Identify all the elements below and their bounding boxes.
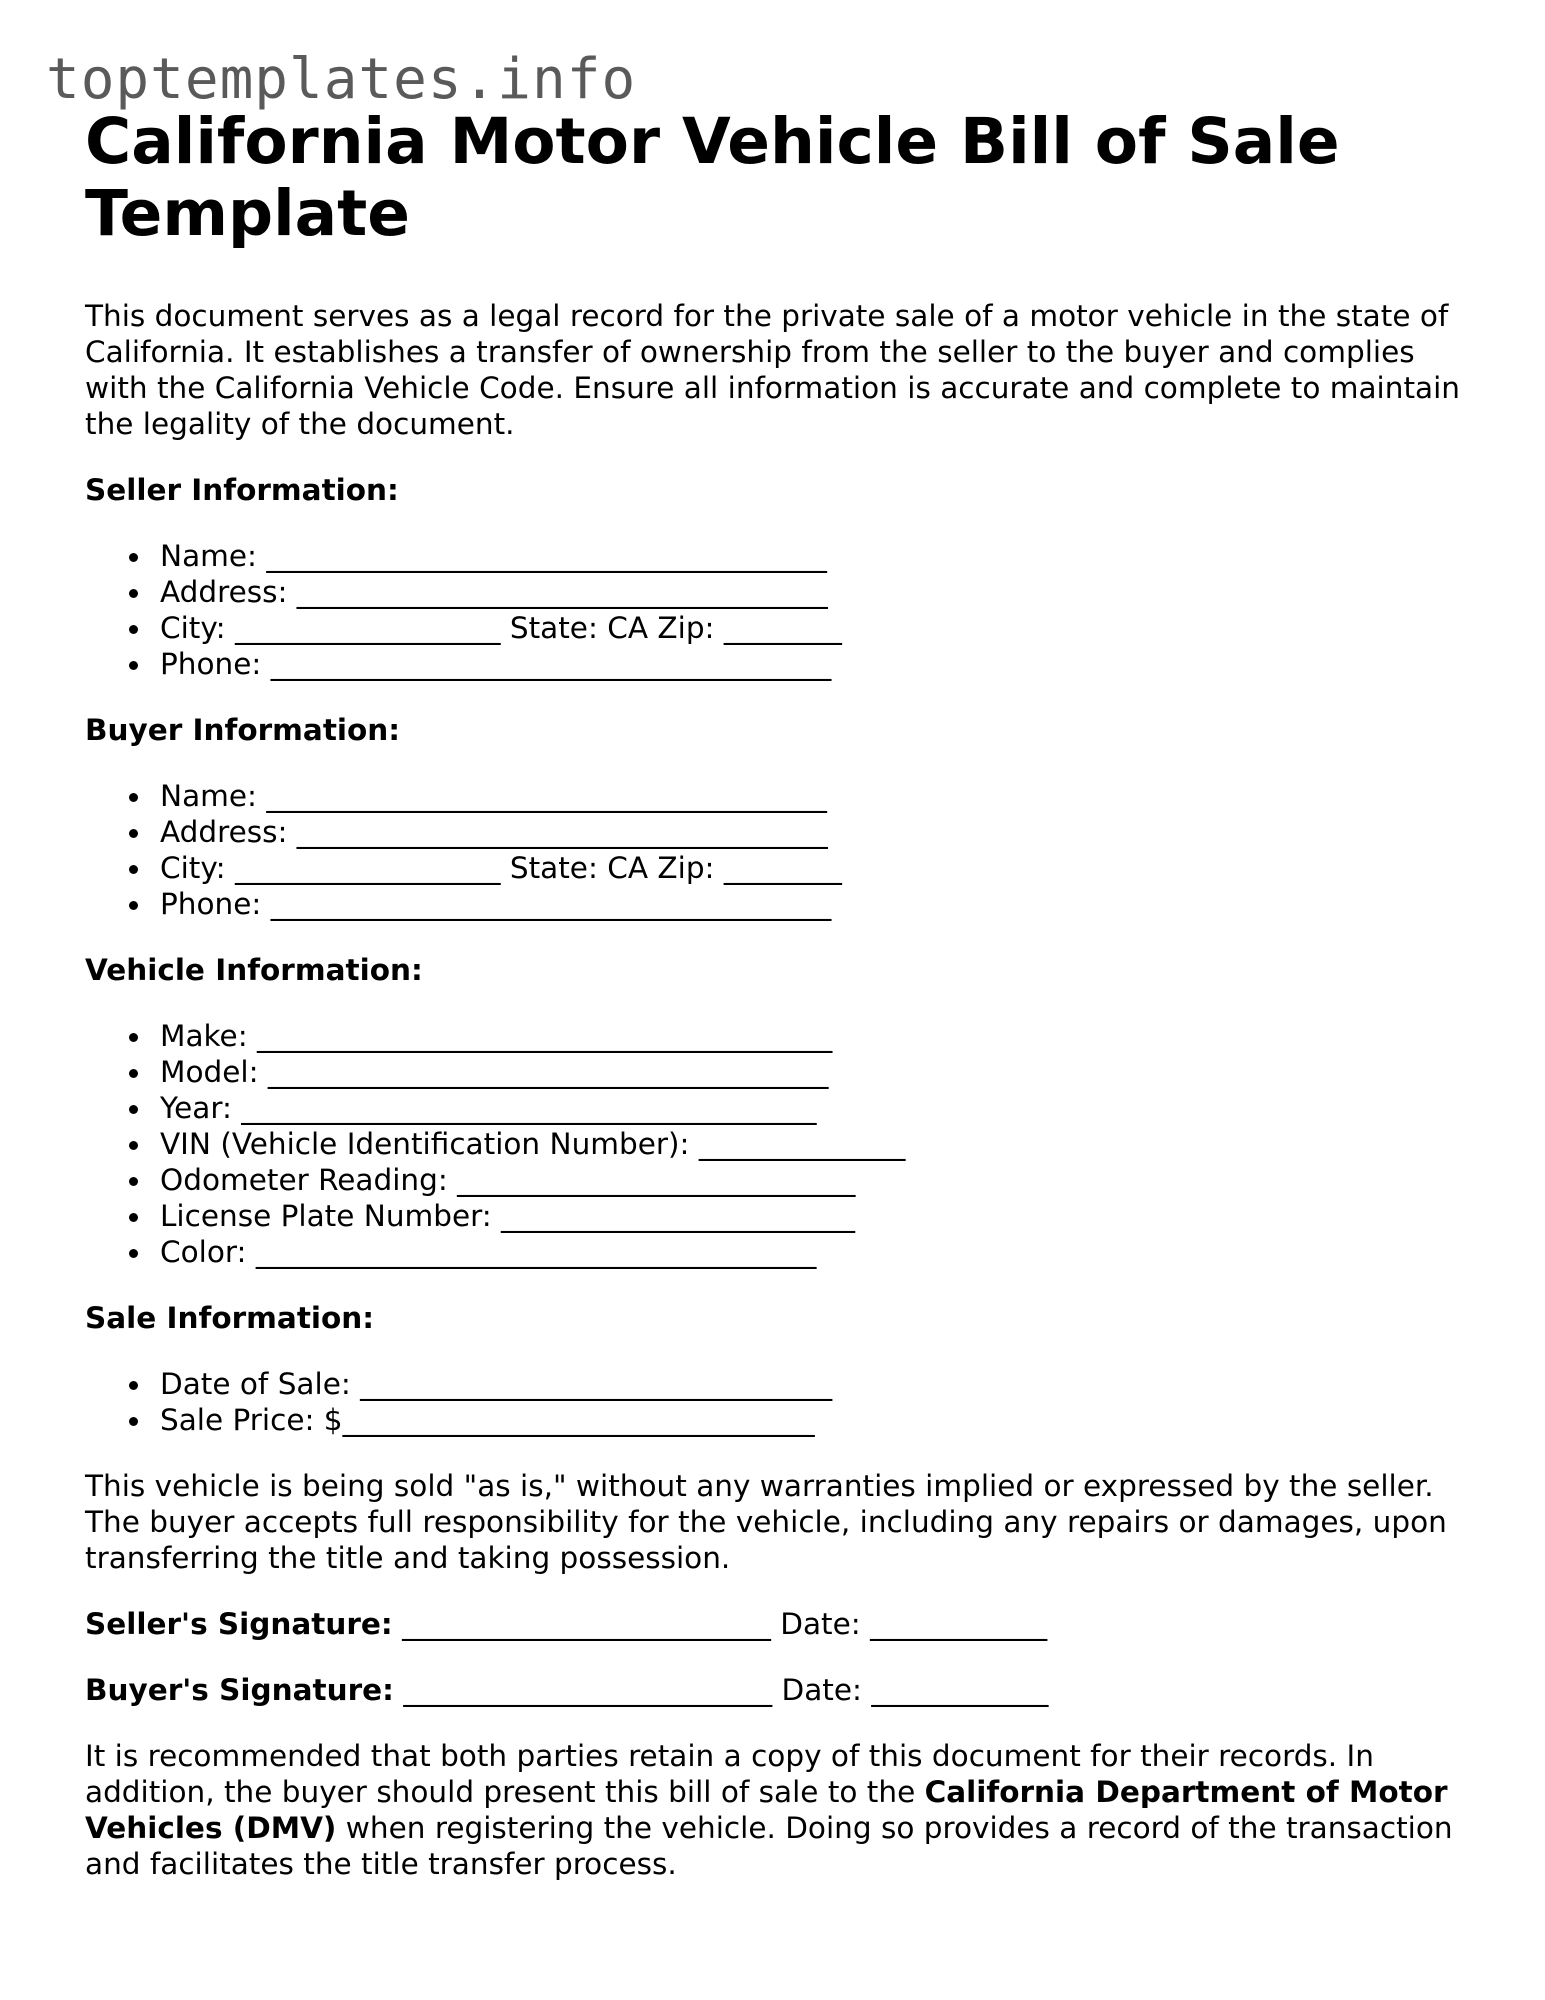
seller-field-list <box>85 538 1485 682</box>
page-title: California Motor Vehicle Bill of Sale Template <box>85 105 1340 250</box>
buyer-section-heading: Buyer Information: <box>85 713 401 747</box>
vehicle-odometer-field: Odometer Reading: ___________________________ <box>160 1162 1485 1198</box>
closing-paragraph <box>85 1738 1485 1882</box>
seller-signature-blanks: _________________________ Date: ____________ <box>392 1607 1048 1641</box>
sale-date-field: Date of Sale: ________________________________ <box>160 1366 1485 1402</box>
dmv-name: California Department of Motor Vehicles (DMV) <box>85 1775 1448 1845</box>
document-body <box>85 106 1485 1882</box>
seller-signature-line <box>85 1606 1485 1642</box>
buyer-field-list <box>85 778 1485 922</box>
vehicle-field-list <box>85 1018 1485 1270</box>
closing-text-part1: It is recommended that both parties retain a copy of this document for their records. In addition, the buyer should present this bill of sale to the <box>85 1739 1374 1809</box>
vehicle-section-heading: Vehicle Information: <box>85 953 423 987</box>
buyer-signature-label: Buyer's Signature: <box>85 1673 394 1707</box>
seller-phone-field: Phone: ______________________________________ <box>160 646 1485 682</box>
watermark-text: toptemplates.info <box>46 47 637 112</box>
buyer-signature-blanks: _________________________ Date: ____________ <box>393 1673 1049 1707</box>
seller-city-state-zip-field: City: __________________ State: CA Zip: ________ <box>160 610 1485 646</box>
vehicle-year-field: Year: _______________________________________ <box>160 1090 1485 1126</box>
sale-section-heading: Sale Information: <box>85 1301 375 1335</box>
sale-field-list <box>85 1366 1485 1438</box>
buyer-address-field: Address: ____________________________________ <box>160 814 1485 850</box>
intro-paragraph: This document serves as a legal record for the private sale of a motor vehicle in the state of California. It establishes a transfer of ownership from the seller to the buyer and complies with the California Vehicle Code. Ensure all information is accurate and complete to maintain the legality of the document. <box>85 299 1460 441</box>
seller-section-heading: Seller Information: <box>85 473 399 507</box>
sale-price-field: Sale Price: $________________________________ <box>160 1402 1485 1438</box>
as-is-paragraph: This vehicle is being sold "as is," without any warranties implied or expressed by the seller. The buyer accepts full responsibility for the vehicle, including any repairs or damages, upon transferring the title and taking possession. <box>85 1469 1447 1575</box>
vehicle-make-field: Make: _______________________________________ <box>160 1018 1485 1054</box>
vehicle-color-field: Color: ______________________________________ <box>160 1234 1485 1270</box>
vehicle-model-field: Model: ______________________________________ <box>160 1054 1485 1090</box>
buyer-city-state-zip-field: City: __________________ State: CA Zip: ________ <box>160 850 1485 886</box>
seller-address-field: Address: ____________________________________ <box>160 574 1485 610</box>
buyer-signature-line <box>85 1672 1485 1708</box>
buyer-name-field: Name: ______________________________________ <box>160 778 1485 814</box>
seller-signature-label: Seller's Signature: <box>85 1607 393 1641</box>
buyer-phone-field: Phone: ______________________________________ <box>160 886 1485 922</box>
seller-name-field: Name: ______________________________________ <box>160 538 1485 574</box>
vehicle-vin-field: VIN (Vehicle Identification Number): ______________ <box>160 1126 1485 1162</box>
closing-text-part2: when registering the vehicle. Doing so provides a record of the transaction and facilitates the title transfer process. <box>85 1811 1453 1881</box>
vehicle-plate-field: License Plate Number: ________________________ <box>160 1198 1485 1234</box>
